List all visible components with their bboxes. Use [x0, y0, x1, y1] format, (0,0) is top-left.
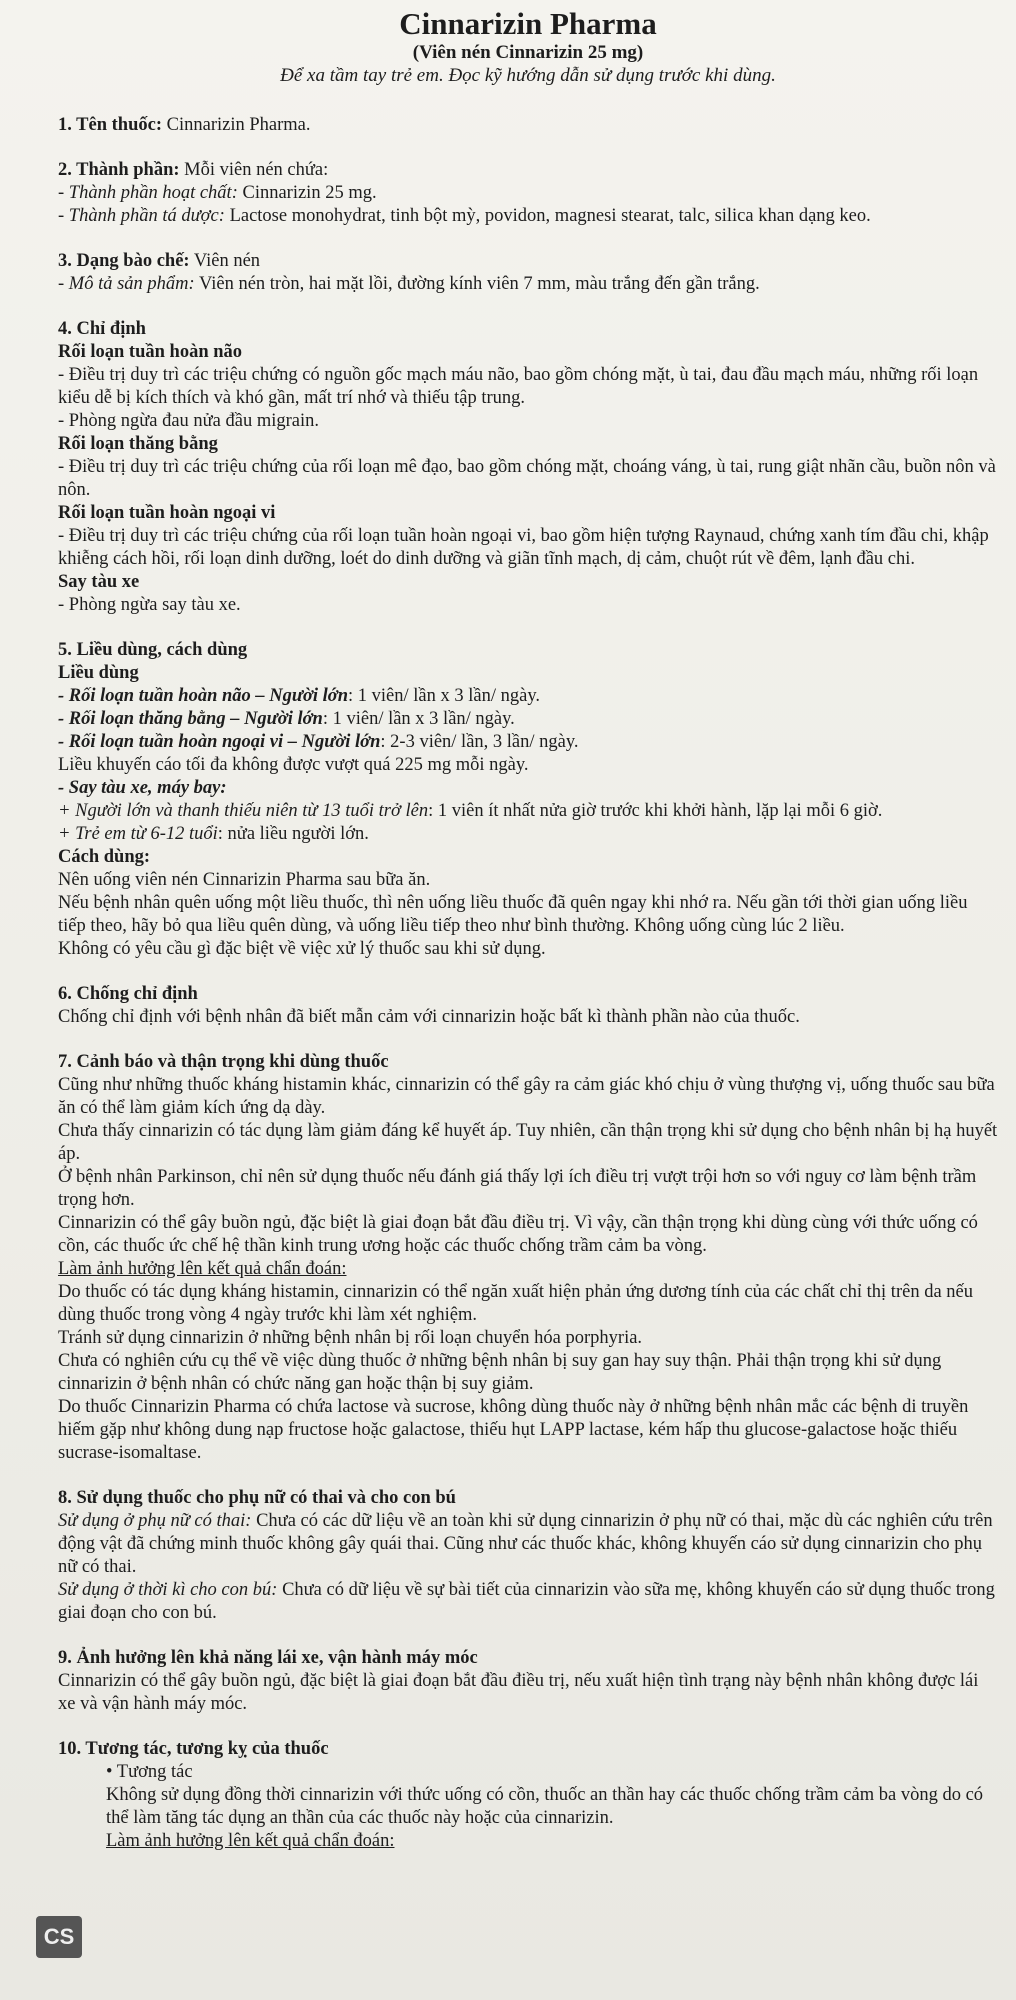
paragraph: - Điều trị duy trì các triệu chứng của rối loạn mê đạo, bao gồm chóng mặt, choáng váng, ù tai, rung giật nhãn cầu, buồn nôn và nôn. [58, 457, 996, 500]
dose-text: : 1 viên ít nhất nửa giờ trước khi khởi hành, lặp lại mỗi 6 giờ. [428, 801, 883, 821]
section-indications [58, 318, 998, 617]
underlined-subheading: Làm ảnh hưởng lên kết quả chẩn đoán: [106, 1831, 395, 1851]
section-title: 7. Cảnh báo và thận trọng khi dùng thuốc [58, 1052, 389, 1072]
document-subtitle: (Viên nén Cinnarizin 25 mg) [412, 42, 644, 63]
paragraph: Cinnarizin có thể gây buồn ngủ, đặc biệt là giai đoạn bắt đầu điều trị, nếu xuất hiện tình trạng này bệnh nhân không được lái xe và vận hành máy móc. [58, 1671, 979, 1714]
breastfeeding-text: Chưa có dữ liệu về sự bài tiết của cinnarizin vào sữa mẹ, không khuyến cáo sử dụng thuốc trong giai đoạn cho con bú. [58, 1580, 995, 1623]
section-title: 1. Tên thuốc: [58, 115, 162, 135]
section-title: 2. Thành phần: [58, 160, 180, 180]
dose-label: + Người lớn và thanh thiếu niên từ 13 tuổi trở lên [58, 801, 429, 821]
document-title: Cinnarizin Pharma [399, 6, 657, 41]
section-title: 3. Dạng bào chế: [58, 251, 190, 271]
section-title: 4. Chỉ định [58, 319, 146, 339]
active-ingredient-label: - Thành phần hoạt chất: [58, 183, 238, 203]
subheading: Rối loạn tuần hoàn não [58, 342, 243, 362]
paragraph: - Phòng ngừa say tàu xe. [58, 595, 241, 615]
travel-heading: - Say tàu xe, máy bay: [58, 778, 227, 798]
section-contraindications [58, 983, 998, 1029]
paragraph: Chưa có nghiên cứu cụ thể về việc dùng thuốc ở những bệnh nhân bị suy gan hay suy thận. Phải thận trọng khi sử dụng cinnarizin ở bệnh nhân có chức năng gan hoặc thận bị suy giảm. [58, 1351, 942, 1394]
section-title: 6. Chống chỉ định [58, 984, 198, 1004]
paragraph: Chống chỉ định với bệnh nhân đã biết mẫn cảm với cinnarizin hoặc bất kì thành phần nào của thuốc. [58, 1007, 800, 1027]
active-ingredient-text: Cinnarizin 25 mg. [237, 183, 377, 203]
dose-text: : 1 viên/ lần x 3 lần/ ngày. [348, 686, 541, 706]
section-title: 9. Ảnh hưởng lên khả năng lái xe, vận hành máy móc [58, 1648, 478, 1668]
section-title: 10. Tương tác, tương kỵ của thuốc [58, 1739, 329, 1759]
paragraph: Không có yêu cầu gì đặc biệt về việc xử lý thuốc sau khi sử dụng. [58, 939, 546, 959]
paragraph: Cinnarizin có thể gây buồn ngủ, đặc biệt là giai đoạn bắt đầu điều trị. Vì vậy, cần thận trọng khi dùng cùng với thức uống có cồn, các thuốc ức chế hệ thần kinh trung ương hoặc các thuốc chống trầm cảm ba vòng. [58, 1213, 978, 1256]
paragraph: Chưa thấy cinnarizin có tác dụng làm giảm đáng kể huyết áp. Tuy nhiên, cần thận trọng khi sử dụng cho bệnh nhân bị hạ huyết áp. [58, 1121, 998, 1164]
breastfeeding-label: Sử dụng ở thời kì cho con bú: [58, 1580, 278, 1600]
section-warnings [58, 1051, 998, 1465]
subheading: Say tàu xe [58, 572, 140, 592]
section-composition [58, 159, 998, 228]
safety-warning: Để xa tầm tay trẻ em. Đọc kỹ hướng dẫn sử dụng trước khi dùng. [280, 65, 776, 86]
paragraph: Tránh sử dụng cinnarizin ở những bệnh nhân bị rối loạn chuyển hóa porphyria. [58, 1328, 643, 1348]
pregnancy-text: Chưa có các dữ liệu về an toàn khi sử dụng cinnarizin ở phụ nữ có thai, mặc dù các nghiên cứu trên động vật đã chứng minh thuốc không gây quái thai. Cũng như các thuốc khác, không khuyến cáo sử dụng cinnarizin cho phụ nữ có thai. [58, 1511, 993, 1577]
subheading: Rối loạn thăng bằng [58, 434, 218, 454]
camscanner-badge-icon: CS [36, 1916, 82, 1958]
paragraph: Nên uống viên nén Cinnarizin Pharma sau bữa ăn. [58, 870, 431, 890]
description-text: Viên nén tròn, hai mặt lồi, đường kính viên 7 mm, màu trắng đến gần trắng. [194, 274, 760, 294]
paragraph: Do thuốc có tác dụng kháng histamin, cinnarizin có thể ngăn xuất hiện phản ứng dương tính của các chất chỉ thị trên da nếu dùng thuốc trong vòng 4 ngày trước khi làm xét nghiệm. [58, 1282, 973, 1325]
excipient-text: Lactose monohydrat, tinh bột mỳ, povidon, magnesi stearat, talc, silica khan dạng keo. [224, 206, 871, 226]
max-dose-note: Liều khuyến cáo tối đa không được vượt quá 225 mg mỗi ngày. [58, 755, 529, 775]
paragraph: - Điều trị duy trì các triệu chứng có nguồn gốc mạch máu não, bao gồm chóng mặt, ù tai, đau đầu mạch máu, những rối loạn kiểu dễ bị kích thích và khó gần, mất trí nhớ và thiếu tập trung. [58, 365, 979, 408]
paragraph: Ở bệnh nhân Parkinson, chỉ nên sử dụng thuốc nếu đánh giá thấy lợi ích điều trị vượt trội hơn so với nguy cơ làm bệnh trầm trọng hơn. [58, 1167, 977, 1210]
section-dosage [58, 639, 998, 961]
subheading: Cách dùng: [58, 847, 151, 867]
section-dosage-form [58, 250, 998, 296]
subheading: Rối loạn tuần hoàn ngoại vi [58, 503, 276, 523]
paragraph: Nếu bệnh nhân quên uống một liều thuốc, thì nên uống liều thuốc đã quên ngay khi nhớ ra. Nếu gần tới thời gian uống liều tiếp theo, hãy bỏ qua liều quên dùng, và uống liều tiếp theo như bình thường. Không uống cùng lúc 2 liều. [58, 893, 968, 936]
paragraph: Không sử dụng đồng thời cinnarizin với thức uống có cồn, thuốc an thần hay các thuốc chống trầm cảm ba vòng do có thể làm tăng tác dụng an thần của các thuốc này hoặc của cinnarizin. [106, 1785, 984, 1828]
dose-label: - Rối loạn tuần hoàn ngoại vi – Người lớn [58, 732, 381, 752]
leaflet-content [58, 6, 998, 1853]
dose-text: : nửa liều người lớn. [217, 824, 369, 844]
section-text: Viên nén [189, 251, 261, 271]
bullet-item: • Tương tác [106, 1762, 193, 1782]
dose-label: - Rối loạn thăng bằng – Người lớn [58, 709, 323, 729]
section-title: 8. Sử dụng thuốc cho phụ nữ có thai và cho con bú [58, 1488, 456, 1508]
description-label: - Mô tả sản phẩm: [58, 274, 195, 294]
underlined-subheading: Làm ảnh hưởng lên kết quả chẩn đoán: [58, 1259, 347, 1279]
section-pregnancy [58, 1487, 998, 1625]
paragraph: Cũng như những thuốc kháng histamin khác, cinnarizin có thể gây ra cảm giác khó chịu ở vùng thượng vị, uống thuốc sau bữa ăn có thể làm giảm kích ứng dạ dày. [58, 1075, 995, 1118]
section-driving [58, 1647, 998, 1716]
section-text: Cinnarizin Pharma. [162, 115, 311, 135]
section-drug-name [58, 114, 998, 137]
leaflet-header [58, 6, 998, 88]
excipient-label: - Thành phần tá dược: [58, 206, 225, 226]
paragraph: - Điều trị duy trì các triệu chứng của rối loạn tuần hoàn ngoại vi, bao gồm hiện tượng Raynaud, chứng xanh tím đầu chi, khập khiễng cách hồi, rối loạn dinh dưỡng, loét do dinh dưỡng và giãn tĩnh mạch, dị cảm, chuột rút về đêm, lạnh đầu chi. [58, 526, 989, 569]
dose-text: : 2-3 viên/ lần, 3 lần/ ngày. [380, 732, 579, 752]
dose-label: + Trẻ em từ 6-12 tuổi [58, 824, 218, 844]
subheading: Liều dùng [58, 663, 139, 683]
paragraph: Do thuốc Cinnarizin Pharma có chứa lactose và sucrose, không dùng thuốc này ở những bệnh nhân mắc các bệnh di truyền hiếm gặp như không dung nạp fructose hoặc galactose, thiếu hụt LAPP lactase, kém hấp thu glucose-galactose hoặc thiếu sucrase-isomaltase. [58, 1397, 969, 1463]
section-text: Mỗi viên nén chứa: [179, 160, 329, 180]
dose-label: - Rối loạn tuần hoàn não – Người lớn [58, 686, 349, 706]
pregnancy-label: Sử dụng ở phụ nữ có thai: [58, 1511, 252, 1531]
dose-text: : 1 viên/ lần x 3 lần/ ngày. [322, 709, 515, 729]
section-title: 5. Liều dùng, cách dùng [58, 640, 248, 660]
paragraph: - Phòng ngừa đau nửa đầu migrain. [58, 411, 320, 431]
section-interactions [58, 1738, 998, 1853]
